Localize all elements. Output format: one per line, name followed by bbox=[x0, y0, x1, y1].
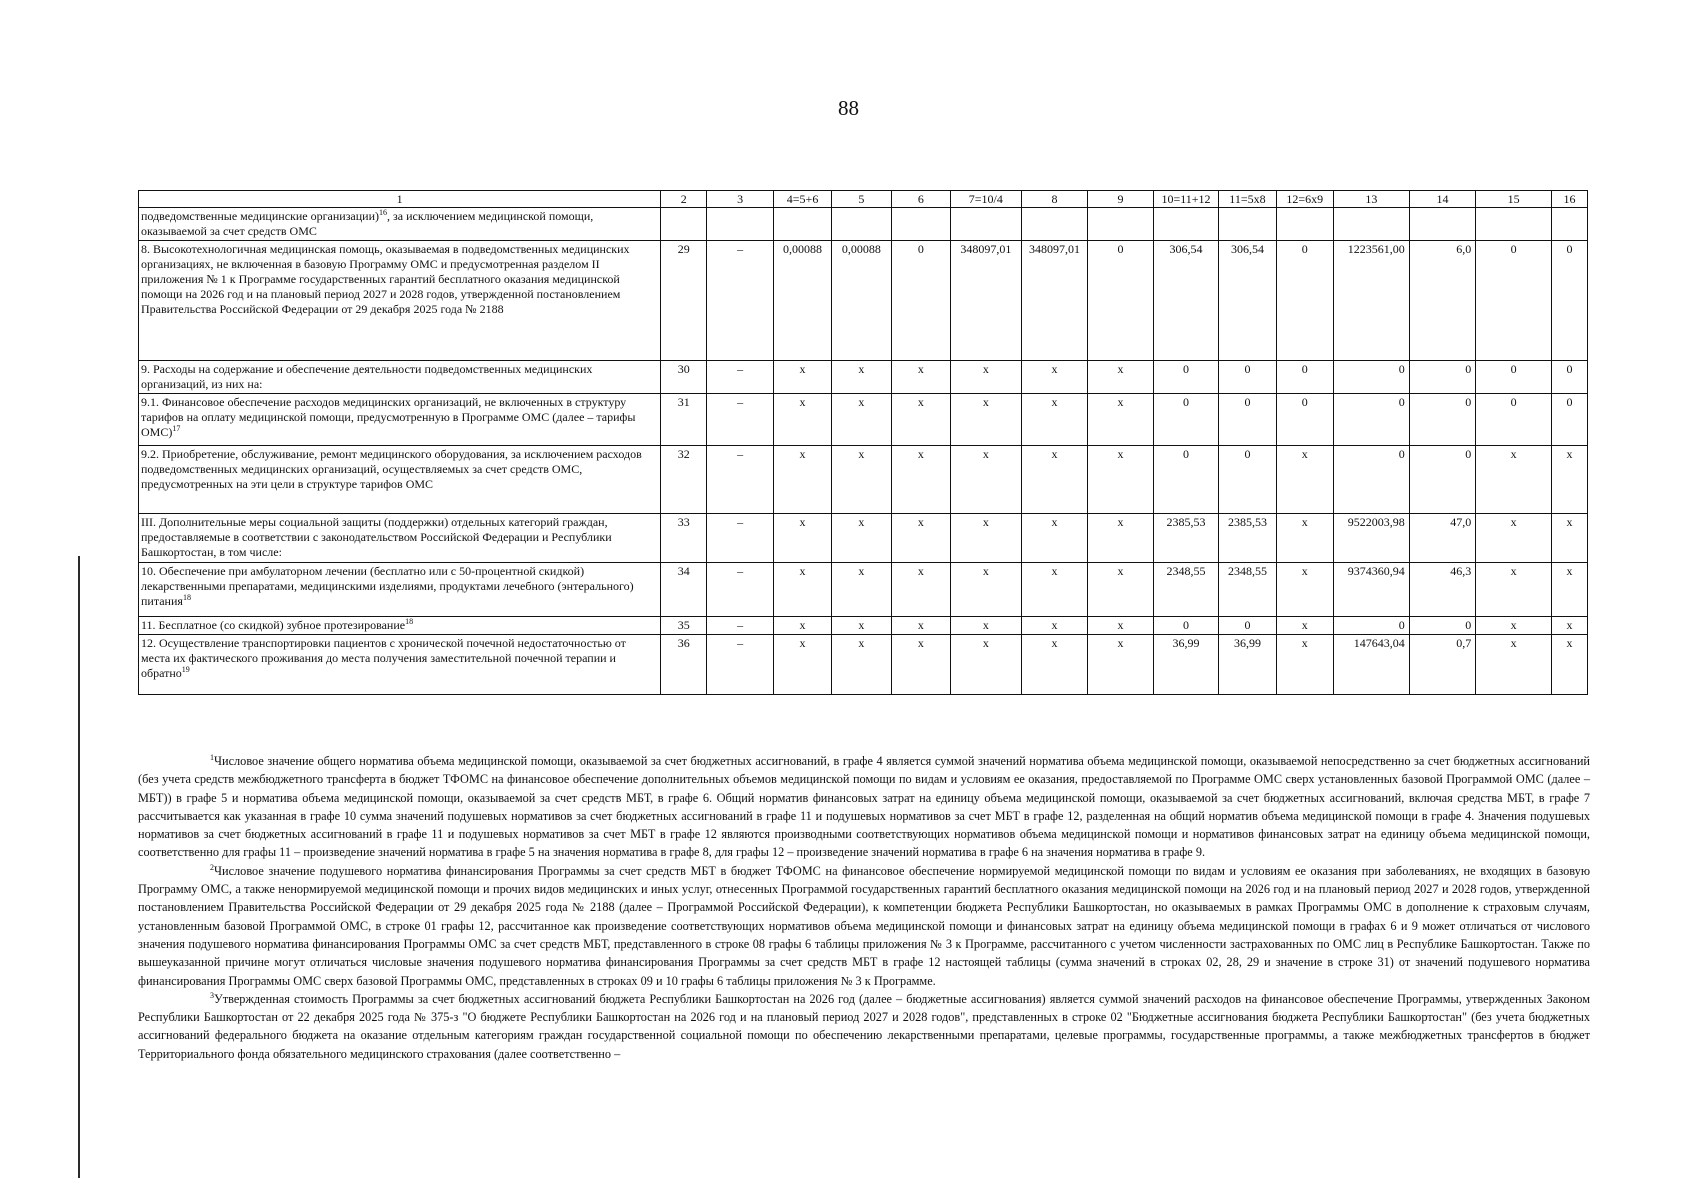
table-cell: x bbox=[773, 514, 831, 563]
table-cell: x bbox=[1276, 635, 1333, 695]
table-cell: x bbox=[1021, 617, 1088, 635]
scan-edge-line bbox=[78, 560, 80, 1178]
table-cell: 9374360,94 bbox=[1333, 563, 1409, 617]
table-cell: 0 bbox=[1219, 394, 1276, 446]
row-description-text: 9.2. Приобретение, обслуживание, ремонт медицинского оборудования, за исключением расходов подведомственных медицинских организаций, осуществляемых за счет средств ОМС, предусмотренных на эти цели в структуре тарифов ОМС bbox=[141, 447, 642, 491]
row-description-continuation: , за исключением медицинской помощи, оказываемой за счет средств ОМС bbox=[141, 209, 594, 238]
table-cell bbox=[832, 208, 891, 241]
table-cell: 306,54 bbox=[1219, 241, 1276, 361]
column-header: 4=5+6 bbox=[773, 191, 831, 208]
table-cell: 0 bbox=[1333, 361, 1409, 394]
table-cell: 2385,53 bbox=[1219, 514, 1276, 563]
table-cell bbox=[1276, 208, 1333, 241]
table-cell: x bbox=[1276, 617, 1333, 635]
column-header: 9 bbox=[1088, 191, 1154, 208]
table-cell: x bbox=[1476, 514, 1552, 563]
table-cell: – bbox=[707, 617, 774, 635]
table-cell: 0 bbox=[1333, 617, 1409, 635]
table-cell: 6,0 bbox=[1409, 241, 1476, 361]
data-table bbox=[138, 190, 1588, 695]
table-cell: – bbox=[707, 241, 774, 361]
table-cell: x bbox=[891, 563, 950, 617]
table-cell: x bbox=[891, 361, 950, 394]
table-cell: x bbox=[1088, 446, 1154, 514]
table-cell: x bbox=[1476, 446, 1552, 514]
table-cell: 2348,55 bbox=[1219, 563, 1276, 617]
table-cell: x bbox=[1088, 394, 1154, 446]
table-cell: 0 bbox=[1153, 446, 1219, 514]
table-cell bbox=[707, 208, 774, 241]
table-cell: x bbox=[891, 617, 950, 635]
row-description bbox=[139, 394, 661, 446]
row-description bbox=[139, 563, 661, 617]
table-cell: 0,00088 bbox=[832, 241, 891, 361]
table-cell bbox=[1552, 208, 1588, 241]
table-cell: x bbox=[1021, 635, 1088, 695]
table-cell: 0 bbox=[1476, 394, 1552, 446]
table-cell: 348097,01 bbox=[951, 241, 1022, 361]
table-cell bbox=[1409, 208, 1476, 241]
table-cell: 1223561,00 bbox=[1333, 241, 1409, 361]
table-cell: 0 bbox=[891, 241, 950, 361]
table-cell: – bbox=[707, 514, 774, 563]
table-row bbox=[139, 446, 1588, 514]
table-cell: 36 bbox=[661, 635, 707, 695]
column-header: 6 bbox=[891, 191, 950, 208]
column-header: 1 bbox=[139, 191, 661, 208]
table-cell: 0 bbox=[1409, 617, 1476, 635]
table-cell: 0 bbox=[1552, 241, 1588, 361]
table-cell: x bbox=[1276, 446, 1333, 514]
table-cell: 0,7 bbox=[1409, 635, 1476, 695]
table-cell: 35 bbox=[661, 617, 707, 635]
footnote-text: Числовое значение подушевого норматива финансирования Программы за счет средств МБТ в бюджет ТФОМС на финансовое обеспечение нормируемой медицинской помощи по видам и условиям ее оказания при заболеваниях, не входящих в базовую Программу ОМС, а также ненормируемой медицинской помощи и прочих видов медицинских и иных услуг, отнесенных Программой государственных гарантий бесплатного оказания медицинской помощи на 2026 год и на плановый период 2027 и 2028 годов, утвержденной постановлением Правительства Российской Федерации от 29 декабря 2025 года № 2188 (далее – Программой Российской Федерации), к компетенции бюджета Республики Башкортостан, но оказываемых в рамках Программы ОМС в дополнение к страховым случаям, установленным базовой Программой ОМС, в строке 01 графы 12, рассчитанное как произведение соответствующих нормативов объема медицинской помощи и финансовых затрат на единицу объема медицинской помощи в графах 6 и 9 может отличаться от числового значения подушевого норматива финансирования Программы ОМС за счет средств МБТ, представленного в строке 08 графы 6 таблицы приложения № 3 к Программе, рассчитанного с учетом численности застрахованных по ОМС лиц в Республике Башкортостан. Также по вышеуказанной причине могут отличаться числовые значения подушевого норматива финансирования Программы за счет средств МБТ в графе 12 настоящей таблицы (сумма значений в строках 02, 28, 29 и значение в строке 31) от значений подушевого норматива финансирования Программы ОМС сверх базовой Программы ОМС, представленных в строках 09 и 10 графы 6 таблицы приложения № 3 к Программе. bbox=[138, 863, 1590, 988]
table-cell: x bbox=[1552, 617, 1588, 635]
row-description-text: III. Дополнительные меры социальной защиты (поддержки) отдельных категорий граждан, предоставляемые в соответствии с законодательством Российской Федерации и Республики Башкортостан, в том числе: bbox=[141, 515, 612, 559]
table-row bbox=[139, 361, 1588, 394]
table-cell: 0 bbox=[1552, 361, 1588, 394]
table-cell: 306,54 bbox=[1153, 241, 1219, 361]
table-cell: x bbox=[891, 394, 950, 446]
table-cell: 0 bbox=[1088, 241, 1154, 361]
table-row bbox=[139, 514, 1588, 563]
table-cell: – bbox=[707, 563, 774, 617]
table-cell: x bbox=[1088, 361, 1154, 394]
table-cell: 0 bbox=[1476, 241, 1552, 361]
table-row bbox=[139, 563, 1588, 617]
row-description-text: 10. Обеспечение при амбулаторном лечении (бесплатно или с 50-процентной скидкой) лекарственными препаратами, медицинскими изделиями, продуктами лечебного (энтерального) питания bbox=[141, 564, 634, 608]
table-cell: 147643,04 bbox=[1333, 635, 1409, 695]
footnote-marker: 3 bbox=[210, 990, 214, 1000]
table-cell: 0,00088 bbox=[773, 241, 831, 361]
page-number: 88 bbox=[838, 96, 859, 120]
table-cell bbox=[1476, 208, 1552, 241]
table-cell: x bbox=[1088, 635, 1154, 695]
table-cell: x bbox=[1021, 394, 1088, 446]
row-description bbox=[139, 208, 661, 241]
table-cell bbox=[1333, 208, 1409, 241]
table-cell: x bbox=[1088, 563, 1154, 617]
table-cell: x bbox=[891, 514, 950, 563]
table-cell: 0 bbox=[1219, 446, 1276, 514]
footnote-paragraph bbox=[138, 862, 1590, 990]
table-row bbox=[139, 635, 1588, 695]
table-cell: 0 bbox=[1276, 394, 1333, 446]
table-cell: x bbox=[832, 514, 891, 563]
footnote-marker: 2 bbox=[210, 862, 214, 872]
table-cell: 0 bbox=[1276, 241, 1333, 361]
column-header: 5 bbox=[832, 191, 891, 208]
table-cell: x bbox=[1276, 514, 1333, 563]
table-cell: 36,99 bbox=[1219, 635, 1276, 695]
table-cell: – bbox=[707, 361, 774, 394]
table-cell bbox=[1021, 208, 1088, 241]
footnote-reference: 18 bbox=[182, 593, 191, 602]
table-cell: x bbox=[773, 635, 831, 695]
table-cell: x bbox=[1552, 563, 1588, 617]
column-header: 16 bbox=[1552, 191, 1588, 208]
table-cell: x bbox=[1276, 563, 1333, 617]
footnote-reference: 17 bbox=[172, 424, 181, 433]
table-cell: 9522003,98 bbox=[1333, 514, 1409, 563]
table-cell: x bbox=[1021, 446, 1088, 514]
table-row bbox=[139, 394, 1588, 446]
table-cell: 0 bbox=[1276, 361, 1333, 394]
footnote-text: Числовое значение общего норматива объема медицинской помощи, оказываемой за счет бюджетных ассигнований, в графе 4 является суммой значений норматива объема медицинской помощи, оказываемой непосредственно за счет бюджетных ассигнований (без учета средств межбюджетного трансферта в бюджет ТФОМС на финансовое обеспечение дополнительных объемов медицинской помощи по видам и условиям ее оказания, предоставляемой по Программе ОМС сверх установленных базовой Программой ОМС (далее – МБТ)) в графе 5 и норматива объема медицинской помощи, оказываемой за счет средств МБТ, в графе 6. Общий норматив финансовых затрат на единицу объема медицинской помощи, оказываемой за счет бюджетных ассигнований, включая средства МБТ, в графе 7 рассчитывается как указанная в графе 10 сумма значений подушевых нормативов за счет бюджетных ассигнований в графе 11 и подушевых нормативов за счет МБТ в графе 12, разделенная на общий норматив объема медицинской помощи в графе 4. Значения подушевых нормативов за счет бюджетных ассигнований в графе 11 и подушевых нормативов за счет МБТ в графе 12 являются производными соответствующих нормативов объема медицинской помощи и нормативов финансовых затрат на единицу объема медицинской помощи, соответственно для графы 11 – произведение значений норматива в графе 5 на значения норматива в графе 8, для графы 12 – произведение значений норматива в графе 6 на значения норматива в графе 9. bbox=[138, 754, 1590, 860]
table-row bbox=[139, 208, 1588, 241]
table-cell: 0 bbox=[1476, 361, 1552, 394]
table-cell: 0 bbox=[1409, 394, 1476, 446]
table-cell: x bbox=[1021, 514, 1088, 563]
column-header: 7=10/4 bbox=[951, 191, 1022, 208]
table-cell: – bbox=[707, 635, 774, 695]
row-description-text: 12. Осуществление транспортировки пациентов с хронической почечной недостаточностью от места их фактического проживания до места получения заместительной почечной терапии и обратно bbox=[141, 636, 626, 680]
table-cell: x bbox=[832, 361, 891, 394]
table-cell: 32 bbox=[661, 446, 707, 514]
table-cell: 0 bbox=[1333, 446, 1409, 514]
table-cell: x bbox=[1552, 635, 1588, 695]
table-row bbox=[139, 617, 1588, 635]
column-header: 8 bbox=[1021, 191, 1088, 208]
table-cell: x bbox=[773, 617, 831, 635]
table-cell: x bbox=[1021, 563, 1088, 617]
table-cell bbox=[773, 208, 831, 241]
table-cell: 0 bbox=[1153, 361, 1219, 394]
column-header: 3 bbox=[707, 191, 774, 208]
column-header: 11=5x8 bbox=[1219, 191, 1276, 208]
column-header: 14 bbox=[1409, 191, 1476, 208]
table-cell: 0 bbox=[1409, 361, 1476, 394]
table-cell: x bbox=[891, 635, 950, 695]
table-cell: 0 bbox=[1409, 446, 1476, 514]
table-cell bbox=[1219, 208, 1276, 241]
table-cell: x bbox=[951, 514, 1022, 563]
column-header: 15 bbox=[1476, 191, 1552, 208]
column-header: 2 bbox=[661, 191, 707, 208]
table-cell: x bbox=[1552, 446, 1588, 514]
table-cell: 0 bbox=[1153, 394, 1219, 446]
row-description bbox=[139, 361, 661, 394]
table-cell: x bbox=[832, 617, 891, 635]
table-cell: x bbox=[1476, 563, 1552, 617]
footnote-marker: 1 bbox=[210, 752, 214, 762]
table-cell: 2348,55 bbox=[1153, 563, 1219, 617]
table-cell: – bbox=[707, 446, 774, 514]
data-table-container bbox=[138, 190, 1588, 695]
table-cell: 0 bbox=[1333, 394, 1409, 446]
table-cell: 348097,01 bbox=[1021, 241, 1088, 361]
table-cell: x bbox=[951, 635, 1022, 695]
footnote-paragraph bbox=[138, 990, 1590, 1063]
table-cell: x bbox=[1552, 514, 1588, 563]
footnote-paragraph bbox=[138, 752, 1590, 862]
table-cell: x bbox=[832, 563, 891, 617]
table-cell: 34 bbox=[661, 563, 707, 617]
table-cell: – bbox=[707, 394, 774, 446]
footnotes bbox=[138, 752, 1590, 1063]
table-cell: x bbox=[951, 563, 1022, 617]
table-cell: x bbox=[951, 446, 1022, 514]
row-description-text: 9. Расходы на содержание и обеспечение деятельности подведомственных медицинских организаций, из них на: bbox=[141, 362, 593, 391]
table-cell: 0 bbox=[1219, 361, 1276, 394]
footnote-text: Утвержденная стоимость Программы за счет бюджетных ассигнований бюджета Республики Башкортостан на 2026 год (далее – бюджетные ассигнования) является суммой значений расходов на финансовое обеспечение Программы, утвержденных Законом Республики Башкортостан от 22 декабря 2025 года № 375-з "О бюджете Республики Башкортостан на 2026 год и на плановый период 2027 и 2028 годов", представленных в строке 02 "Бюджетные ассигнования бюджета Республики Башкортостан" (без учета бюджетных ассигнований федерального бюджета на оказание отдельным категориям граждан государственной социальной помощи по обеспечению лекарственными препаратами, целевые программы, государственные программы, а также межбюджетных трансфертов в бюджет Территориального фонда обязательного медицинского страхования (далее соответственно – bbox=[138, 991, 1590, 1061]
table-cell: x bbox=[1088, 514, 1154, 563]
footnote-reference: 16 bbox=[379, 208, 388, 217]
table-cell: 36,99 bbox=[1153, 635, 1219, 695]
table-cell: 29 bbox=[661, 241, 707, 361]
row-description-text: 11. Бесплатное (со скидкой) зубное протезирование bbox=[141, 618, 406, 632]
column-header: 12=6x9 bbox=[1276, 191, 1333, 208]
table-cell bbox=[1153, 208, 1219, 241]
table-cell: x bbox=[1088, 617, 1154, 635]
row-description bbox=[139, 446, 661, 514]
column-header: 13 bbox=[1333, 191, 1409, 208]
table-cell: 0 bbox=[1219, 617, 1276, 635]
footnote-reference: 19 bbox=[181, 665, 190, 674]
table-cell: x bbox=[951, 394, 1022, 446]
table-cell: 46,3 bbox=[1409, 563, 1476, 617]
row-description-text: подведомственные медицинские организации) bbox=[141, 209, 380, 223]
row-description bbox=[139, 617, 661, 635]
table-cell bbox=[891, 208, 950, 241]
table-cell: 33 bbox=[661, 514, 707, 563]
table-cell: x bbox=[832, 394, 891, 446]
table-cell bbox=[951, 208, 1022, 241]
table-cell: 0 bbox=[1153, 617, 1219, 635]
table-cell bbox=[1088, 208, 1154, 241]
row-description-text: 8. Высокотехнологичная медицинская помощь, оказываемая в подведомственных медицинских организациях, не включенная в базовую Программу ОМС и предусмотренная разделом II приложения № 1 к Программе государственных гарантий бесплатного оказания медицинской помощи на 2026 год и на плановый период 2027 и 2028 годов, утвержденной постановлением Правительства Российской Федерации от 29 декабря 2025 года № 2188 bbox=[141, 242, 630, 316]
table-row bbox=[139, 241, 1588, 361]
table-cell: x bbox=[951, 361, 1022, 394]
footnote-reference: 18 bbox=[405, 617, 414, 626]
row-description-text: 9.1. Финансовое обеспечение расходов медицинских организаций, не включенных в структуру тарифов на оплату медицинской помощи, предусмотренную в Программе ОМС (далее – тарифы ОМС) bbox=[141, 395, 636, 439]
table-cell bbox=[661, 208, 707, 241]
table-cell: 31 bbox=[661, 394, 707, 446]
table-cell: x bbox=[1476, 635, 1552, 695]
table-cell: 2385,53 bbox=[1153, 514, 1219, 563]
table-cell: 47,0 bbox=[1409, 514, 1476, 563]
table-cell: x bbox=[832, 635, 891, 695]
table-cell: x bbox=[773, 446, 831, 514]
table-cell: x bbox=[832, 446, 891, 514]
row-description bbox=[139, 241, 661, 361]
table-cell: x bbox=[773, 563, 831, 617]
table-cell: 0 bbox=[1552, 394, 1588, 446]
table-header-row bbox=[139, 191, 1588, 208]
table-cell: x bbox=[951, 617, 1022, 635]
table-cell: x bbox=[773, 361, 831, 394]
row-description bbox=[139, 514, 661, 563]
column-header: 10=11+12 bbox=[1153, 191, 1219, 208]
table-cell: x bbox=[1021, 361, 1088, 394]
row-description bbox=[139, 635, 661, 695]
table-cell: x bbox=[1476, 617, 1552, 635]
table-cell: x bbox=[891, 446, 950, 514]
table-cell: x bbox=[773, 394, 831, 446]
table-cell: 30 bbox=[661, 361, 707, 394]
